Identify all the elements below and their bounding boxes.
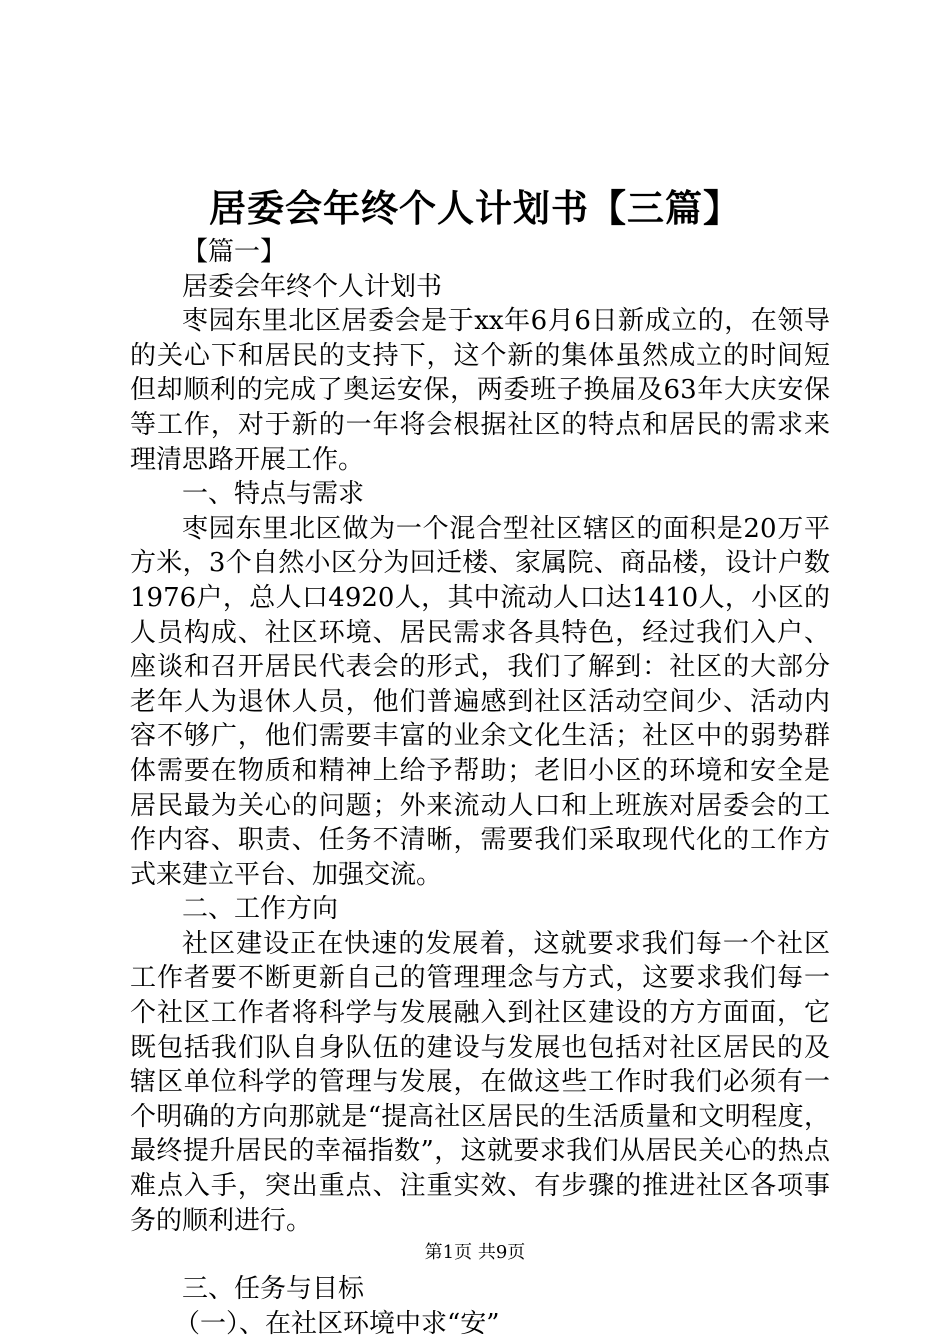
document-title: 居委会年终个人计划书【三篇】 — [209, 186, 741, 230]
body-paragraph-features: 枣园东里北区做为一个混合型社区辖区的面积是20万平方米，3个自然小区分为回迁楼、家属院、商品楼，设计户数1976户，总人口4920人，其中流动人口达1410人，小区的人员构成、社区环境、居民需求各具特色，经过我们入户、座谈和召开居民代表会的形式，我们了解到：社区的大部分老年人为退休人员，他们普遍感到社区活动空间少、活动内容不够广，他们需要丰富的业余文化生活；社区中的弱势群体需要在物质和精神上给予帮助；老旧小区的环境和安全是居民最为关心的问题；外来流动人口和上班族对居委会的工作内容、职责、任务不清晰，需要我们采取现代化的工作方式来建立平台、加强交流。 — [130, 513, 830, 890]
section-heading-features: 一、特点与需求 — [182, 479, 365, 510]
section-heading-part-one: 【篇一】 — [182, 237, 287, 267]
body-paragraph-intro: 枣园东里北区居委会是于xx年6月6日新成立的，在领导的关心下和居民的支持下，这个新的集体虽然成立的时间短但却顺利的完成了奥运安保，两委班子换届及63年大庆安保等工作，对于新的一年将会根据社区的特点和居民的需求来理清思路开展工作。 — [130, 306, 830, 475]
section-heading-goals: 三、任务与目标 — [182, 1274, 365, 1305]
body-paragraph-direction: 社区建设正在快速的发展着，这就要求我们每一个社区工作者要不断更新自己的管理理念与方式，这要求我们每一个社区工作者将科学与发展融入到社区建设的方方面面，它既包括我们队自身队伍的建设与发展也包括对社区居民的及辖区单位科学的管理与发展，在做这些工作时我们必须有一个明确的方向那就是“提高社区居民的生活质量和文明程度，最终提升居民的幸福指数”，这就要求我们从居民关心的热点难点入手，突出重点、注重实效、有步骤的推进社区各项事务的顺利进行。 — [130, 928, 830, 1236]
page-footer: 第1页 共9页 — [424, 1242, 526, 1263]
subtitle: 居委会年终个人计划书 — [182, 271, 443, 302]
document-body — [130, 235, 830, 1341]
section-heading-direction: 二、工作方向 — [182, 894, 339, 925]
subsection-heading-safety: （一）、在社区环境中求“安” — [174, 1308, 500, 1339]
